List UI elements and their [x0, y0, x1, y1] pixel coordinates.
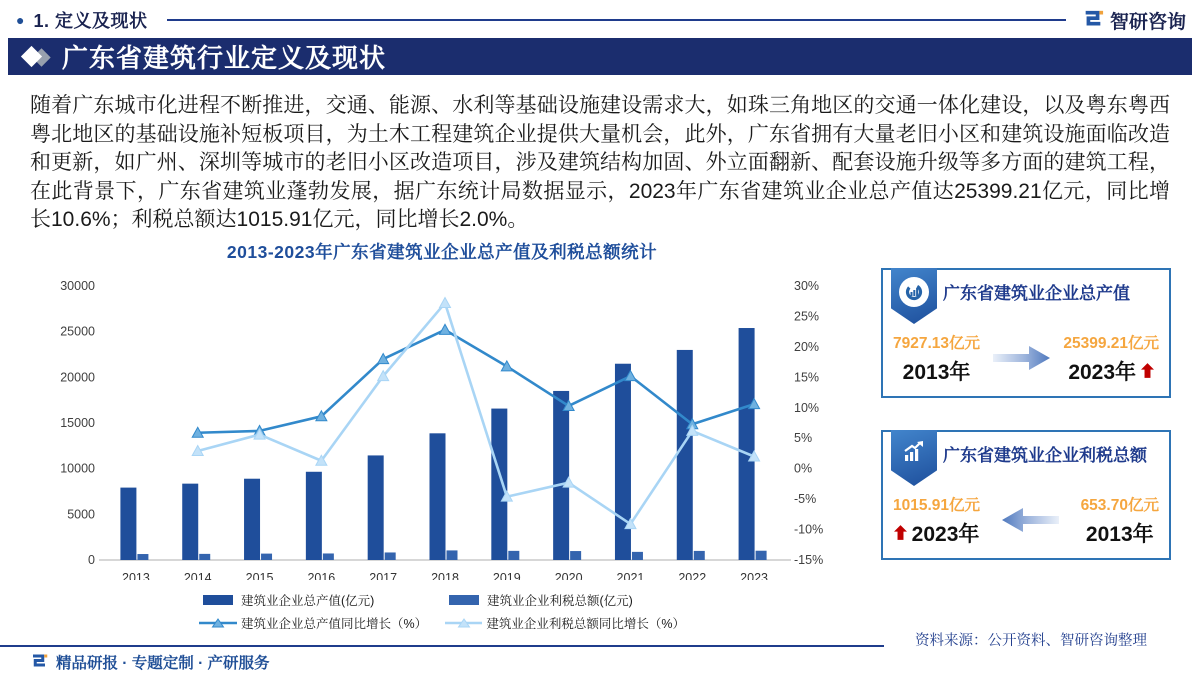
legend-item: [445, 591, 685, 609]
source-note: 资料来源：公开资料、智研咨询整理: [915, 633, 1147, 649]
svg-text:2023: 2023: [740, 571, 768, 580]
bar: [261, 554, 272, 560]
svg-text:20000: 20000: [60, 370, 95, 385]
svg-text:15%: 15%: [794, 370, 820, 385]
bar: [137, 554, 148, 560]
stat-2013: [1081, 493, 1159, 548]
banner-title: 广东省建筑行业定义及现状: [62, 43, 387, 73]
bar: [615, 364, 631, 560]
bar: [244, 479, 260, 560]
header-divider: [167, 19, 1066, 21]
footer-divider: [0, 645, 884, 647]
legend-item: [199, 591, 439, 609]
stat-card-profit-tax: [881, 430, 1171, 560]
bar: [570, 551, 581, 560]
stat-value: 25399.21亿元: [1063, 334, 1159, 352]
line-series-1: [192, 298, 759, 529]
intro-paragraph: 随着广东城市化进程不断推进，交通、能源、水利等基础设施建设需求大，如珠三角地区的交通一体化建设，以及粤东粤西粤北地区的基础设施补短板项目，为土木工程建筑企业提供大量机会，此外，广东省拥有大量老旧小区和建筑设施面临改造和更新，如广州、深圳等城市的老旧小区改造项目，涉及建筑结构加固、外立面翻新、配套设施升级等多方面的建筑工程，在此背景下，广东省建筑业蓬勃发展，据广东统计局数据显示，2023年广东省建筑业企业总产值达25399.21亿元，同比增长10.6%；利税总额达1015.91亿元，同比增长2.0%。: [30, 94, 1170, 231]
svg-text:25%: 25%: [794, 309, 820, 324]
bar-series-1: [137, 550, 766, 560]
bar: [182, 484, 198, 560]
legend-label: 建筑业企业利税总额同比增长（%）: [486, 617, 685, 631]
svg-text:-5%: -5%: [794, 492, 817, 507]
line-marker: [501, 361, 512, 371]
svg-text:20%: 20%: [794, 339, 820, 354]
stat-year: 2023年: [1068, 360, 1137, 384]
svg-text:2022: 2022: [678, 571, 707, 580]
right-gradient-arrow-icon: [993, 345, 1051, 371]
svg-text:0: 0: [88, 553, 95, 567]
svg-text:15000: 15000: [60, 416, 95, 430]
card-badge: [891, 268, 937, 324]
legend-label: 建筑业企业总产值同比增长（%）: [241, 617, 428, 631]
chart-svg: [22, 268, 862, 580]
bar: [756, 551, 767, 560]
footer-brand-text: 精品研报 · 专题定制 · 产研服务: [56, 655, 270, 672]
legend-line-swatch: [199, 617, 237, 629]
line-marker: [440, 298, 451, 308]
bar: [447, 550, 458, 560]
bar: [368, 455, 384, 560]
double-diamond-icon: [22, 43, 54, 71]
stat-2013: [893, 331, 980, 386]
top-header: [16, 6, 1186, 34]
left-gradient-arrow-icon: [1001, 507, 1059, 533]
stat-2023: [1063, 331, 1159, 386]
svg-text:10000: 10000: [60, 461, 95, 476]
stat-card-total-output: [881, 268, 1171, 398]
line-series-0: [192, 324, 759, 437]
card-body: [883, 320, 1169, 396]
legend-label: 建筑业企业总产值(亿元): [241, 594, 375, 608]
red-up-arrow-icon: [894, 525, 907, 540]
svg-text:5%: 5%: [794, 431, 813, 446]
legend-label: 建筑业企业利税总额(亿元): [487, 594, 633, 608]
card-title: 广东省建筑业企业总产值: [943, 284, 1130, 303]
section-banner: [8, 38, 1192, 75]
svg-text:30000: 30000: [60, 279, 95, 293]
bar: [385, 552, 396, 560]
svg-text:30%: 30%: [794, 279, 820, 293]
zhiyan-logo-icon: [1082, 9, 1104, 31]
svg-text:2014: 2014: [183, 571, 212, 580]
bar: [430, 433, 446, 560]
svg-text:2016: 2016: [307, 571, 336, 580]
svg-text:2013: 2013: [122, 571, 150, 580]
brand-logo-text: 智研咨询: [1109, 11, 1186, 33]
bar: [199, 554, 210, 560]
chart-block: [22, 240, 862, 632]
stat-year: 2013年: [1085, 522, 1154, 546]
svg-text:10%: 10%: [794, 400, 820, 415]
svg-text:2019: 2019: [492, 571, 521, 580]
svg-text:2017: 2017: [369, 571, 398, 580]
bar: [491, 409, 507, 560]
card-badge: [891, 430, 937, 486]
svg-text:-10%: -10%: [794, 522, 824, 537]
svg-text:5000: 5000: [67, 507, 95, 522]
donut-chart-icon: [899, 277, 929, 307]
line-path: [198, 303, 754, 524]
chart-title: 2013-2023年广东省建筑业企业总产值及利税总额统计: [226, 242, 658, 262]
stat-value: 1015.91亿元: [893, 496, 981, 514]
bar: [677, 350, 693, 560]
stat-2023: [893, 493, 980, 548]
legend-bar-swatch: [445, 594, 483, 606]
bar: [120, 488, 136, 560]
brand-logo: [1082, 7, 1186, 34]
line-path: [198, 330, 754, 433]
svg-text:2015: 2015: [245, 571, 274, 580]
zhiyan-logo-icon: [30, 653, 48, 671]
chart-legend: [199, 591, 685, 632]
svg-text:2021: 2021: [616, 571, 645, 580]
legend-bar-swatch: [199, 594, 237, 606]
svg-text:2018: 2018: [431, 571, 459, 580]
bar: [632, 552, 643, 560]
stat-year: 2013年: [902, 360, 971, 384]
footer-brand: [30, 651, 270, 673]
card-title: 广东省建筑业企业利税总额: [943, 446, 1147, 465]
bar: [553, 391, 569, 560]
line-marker: [440, 324, 451, 334]
svg-text:2020: 2020: [554, 571, 583, 580]
legend-line-swatch: [445, 617, 482, 629]
bar: [306, 472, 322, 560]
svg-text:25000: 25000: [60, 324, 95, 339]
legend-item: [199, 614, 439, 632]
card-body: [883, 482, 1169, 558]
bar: [739, 328, 755, 560]
bar: [508, 551, 519, 560]
stat-value: 7927.13亿元: [893, 334, 981, 352]
red-up-arrow-icon: [1141, 363, 1154, 378]
stat-value: 653.70亿元: [1080, 496, 1159, 514]
svg-text:0%: 0%: [794, 461, 813, 476]
svg-text:-15%: -15%: [794, 553, 824, 567]
legend-item: [445, 614, 685, 632]
bar: [323, 553, 334, 560]
stat-year: 2023年: [911, 522, 980, 546]
bar: [694, 551, 705, 560]
bar-series-0: [120, 328, 754, 560]
trend-up-chart-icon: [901, 439, 927, 465]
section-label: 1. 定义及现状: [33, 11, 148, 31]
bullet-icon: ●: [16, 12, 25, 28]
